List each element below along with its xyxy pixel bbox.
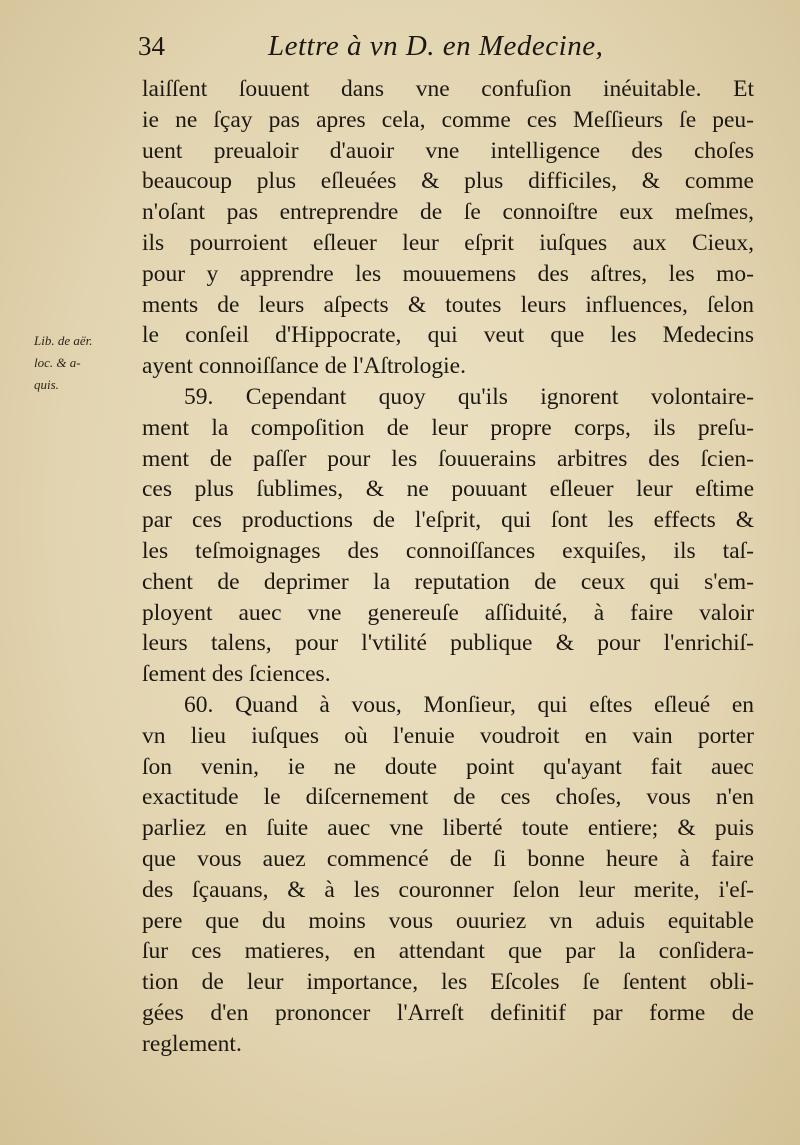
text-line: ployent auec vne genereuſe aſſiduité, à faire valoir — [142, 599, 754, 626]
margin-note-line: quis. — [34, 377, 59, 392]
text-line: pour y apprendre les mouuemens des aſtres, les mo- — [142, 260, 754, 287]
text-line: beaucoup plus eſleuées & plus difficiles, & comme — [142, 168, 754, 195]
text-line: ayent connoiſſance de l'Aſtrologie. — [142, 353, 466, 380]
text-line: parliez en ſuite auec vne liberté toute entiere; & puis — [142, 815, 754, 842]
text-line: ils pourroient eſleuer leur eſprit iuſques aux Cieux, — [142, 229, 754, 256]
text-line: uent preualoir d'auoir vne intelligence des choſes — [142, 137, 754, 164]
text-line: vn lieu iuſques où l'enuie voudroit en vain porter — [142, 722, 754, 749]
text-line: laiſſent ſouuent dans vne confuſion inéuitable. Et — [142, 76, 754, 102]
paragraph-59-start: 59. Cependant quoy qu'ils ignorent volontaire- — [184, 383, 754, 410]
text-line: pere que du moins vous ouuriez vn aduis equitable — [142, 907, 754, 934]
text-line: ſement des ſciences. — [142, 661, 331, 688]
text-line: exactitude le diſcernement de ces choſes, vous n'en — [142, 784, 754, 811]
text-line: les teſmoignages des connoiſſances exquiſes, ils taſ- — [142, 537, 754, 564]
page-header — [138, 30, 758, 74]
text-line: que vous auez commencé de ſi bonne heure à faire — [142, 845, 754, 872]
text-line: le conſeil d'Hippocrate, qui veut que les Medecins — [142, 322, 754, 349]
text-line: n'oſant pas entreprendre de ſe connoiſtre eux meſmes, — [142, 199, 754, 226]
text-line: reglement. — [142, 1030, 242, 1057]
text-line: ſon venin, ie ne doute point qu'ayant fait auec — [142, 753, 754, 780]
page-number: 34 — [138, 31, 165, 61]
text-line: ſur ces matieres, en attendant que par la conſidera- — [142, 938, 754, 965]
running-title: Lettre à vn D. en Medecine, — [268, 30, 604, 62]
text-line: ces plus ſublimes, & ne pouuant eſleuer leur eſtime — [142, 476, 754, 503]
text-line: ment de paſſer pour les ſouuerains arbitres des ſcien- — [142, 445, 754, 472]
text-line: chent de deprimer la reputation de ceux qui s'em- — [142, 568, 754, 595]
body-text — [142, 74, 754, 1060]
margin-note — [34, 330, 134, 396]
text-line: par ces productions de l'eſprit, qui ſont les effects & — [142, 507, 754, 534]
text-line: ment la compoſition de leur propre corps, ils preſu- — [142, 414, 754, 441]
text-line: des ſçauans, & à les couronner ſelon leur merite, i'eſ- — [142, 876, 754, 903]
text-line: tion de leur importance, les Eſcoles ſe ſentent obli- — [142, 969, 754, 996]
paragraph-60-start: 60. Quand à vous, Monſieur, qui eſtes eſleué en — [184, 691, 754, 718]
margin-note-line: loc. & a- — [34, 355, 81, 370]
text-line: leurs talens, pour l'vtilité publique & pour l'enrichiſ- — [142, 630, 754, 657]
text-line: gées d'en prononcer l'Arreſt definitif par forme de — [142, 999, 754, 1026]
margin-note-line: Lib. de aër. — [34, 333, 93, 348]
text-line: ments de leurs aſpects & toutes leurs influences, ſelon — [142, 291, 754, 318]
text-line: ie ne ſçay pas apres cela, comme ces Meſſieurs ſe peu- — [142, 106, 754, 133]
